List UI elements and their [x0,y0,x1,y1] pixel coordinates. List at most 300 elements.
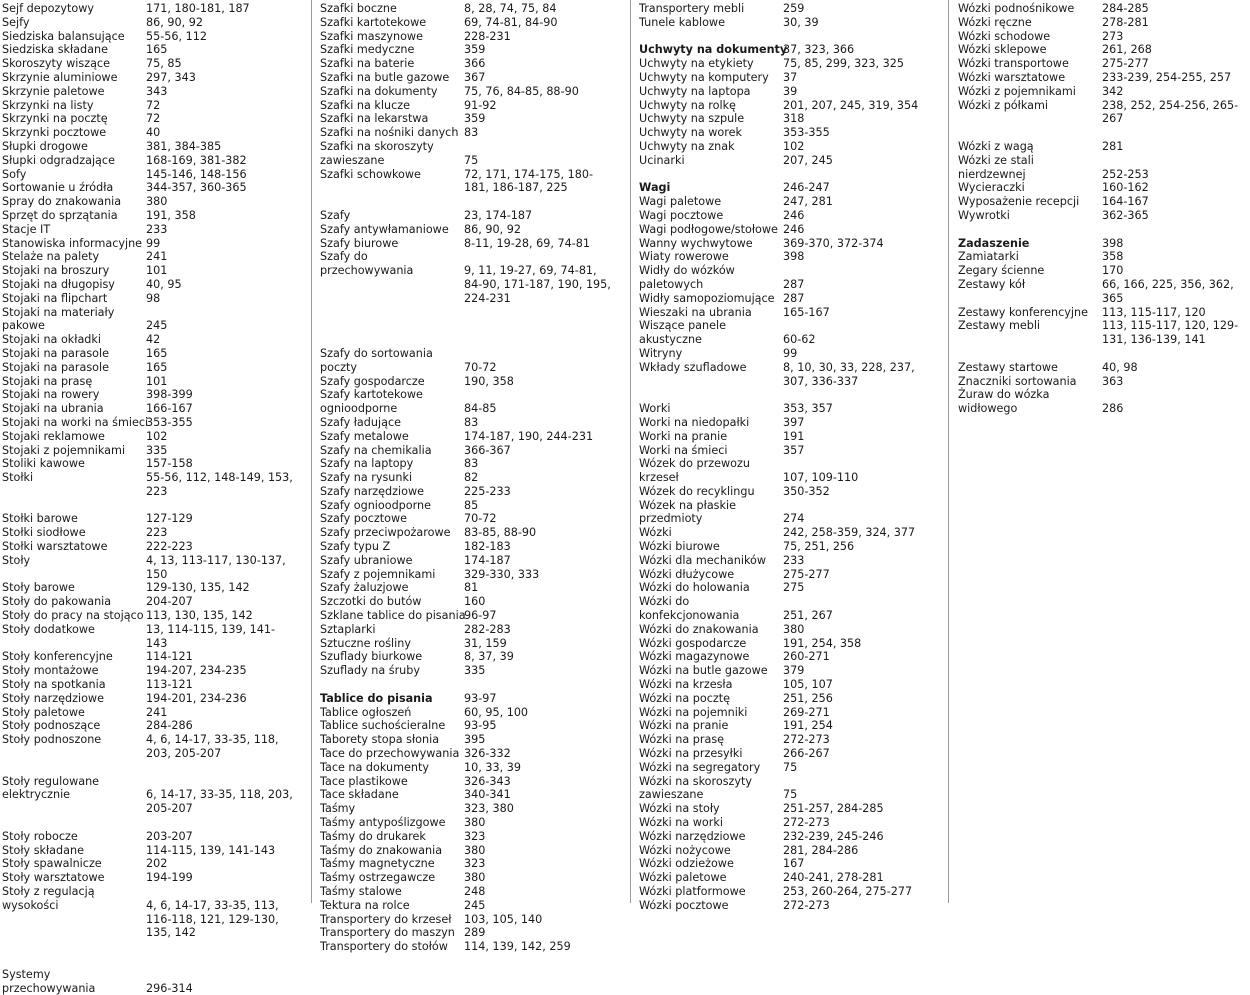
index-term: Worki na śmieci [639,443,728,457]
index-entry [639,264,939,278]
index-term: Wózki na pojemniki [639,705,748,719]
index-entry [320,844,620,858]
index-page-numbers: 323 [464,857,486,871]
index-entry [639,57,939,71]
index-page-numbers: 170 [1102,264,1124,278]
index-entry [958,209,1250,223]
index-page-numbers: 335 [464,664,486,678]
index-page-numbers: 86, 90, 92 [464,222,521,236]
index-entry [320,899,620,913]
index-page-numbers: 272-273 [783,733,830,747]
index-entry [320,112,620,126]
index-term: Stoły do pakowania [2,595,112,609]
index-entry [2,678,302,692]
index-term: Wózki platformowe [639,885,746,898]
index-entry [639,871,939,885]
index-entry [639,278,939,292]
index-page-numbers: 359 [464,112,486,126]
index-page-numbers: 83 [464,457,479,471]
index-term: Wózki na prasę [639,733,725,747]
index-page-numbers: 72 [146,98,161,112]
index-entry [2,692,302,706]
index-term: Stojaki na prasę [2,374,93,388]
index-term: Wózki sklepowe [958,43,1047,57]
index-entry [958,264,1250,278]
index-page-numbers: 286 [1102,402,1124,416]
index-entry [320,209,620,223]
index-entry [320,857,620,871]
index-entry [958,388,1250,402]
index-page-numbers: 272-273 [783,816,830,830]
index-page-numbers: 113, 130, 135, 142 [146,609,253,623]
index-entry [958,375,1250,389]
index-page-numbers: 160 [464,595,486,609]
index-entry [320,71,620,85]
index-page-numbers: 228-231 [464,29,511,43]
index-term: Zestawy kół [958,277,1026,291]
index-term: Sejf depozytowy [2,2,95,15]
index-page-numbers: 359 [464,43,486,57]
index-page-numbers: 191 [783,429,805,443]
index-entry [320,430,620,444]
index-entry [639,43,939,57]
index-entry [320,802,620,816]
index-page-numbers: 86, 90, 92 [146,15,203,29]
index-page-numbers [464,388,614,402]
column-divider [630,0,631,903]
index-entry [2,209,302,223]
index-term: Stojaki na rowery [2,388,100,402]
index-page-numbers: 113-121 [146,678,193,692]
index-page-numbers: 202 [146,857,168,871]
index-entry [639,623,939,637]
index-page-numbers: 252-253 [1102,167,1149,181]
index-term: Wózek do recyklingu [639,484,755,498]
index-entry [2,871,302,885]
index-term: Wózki magazynowe [639,650,750,664]
index-entry [639,195,939,209]
index-entry [320,775,620,789]
index-column-4 [958,2,1250,416]
index-column-2 [320,2,620,954]
index-page-numbers: 246-247 [783,181,830,195]
index-page-numbers: 194-201, 234-236 [146,691,247,705]
index-entry [320,623,620,637]
index-term: Wózki do znakowania [639,622,759,636]
index-entry [320,444,620,458]
index-spacer [2,816,302,830]
index-entry [320,926,620,940]
index-entry [320,913,620,927]
index-page-numbers: 233-239, 254-255, 257 [1102,70,1232,84]
index-entry [320,650,620,664]
index-page-numbers: 4, 13, 113-117, 130-137, 150 [146,553,286,581]
index-term: Wózki na segregatory [639,760,761,774]
index-term: Wózki do holowania [639,581,750,595]
index-entry [639,471,939,485]
index-entry [320,761,620,775]
index-page-numbers: 190, 358 [464,374,514,388]
index-entry [320,347,620,361]
index-page-numbers: 380 [464,816,486,830]
index-entry [320,885,620,899]
index-term: paletowych [639,277,704,291]
index-term: Wózki schodowe [958,29,1051,43]
index-entry [2,830,302,844]
index-entry [639,816,939,830]
index-page-numbers: 40 [146,126,161,140]
index-page-numbers: 287 [783,291,805,305]
index-page-numbers: 101 [146,374,168,388]
index-page-numbers: 342 [1102,84,1124,98]
index-entry [639,664,939,678]
index-term: Szafki boczne [320,2,397,15]
index-term: Sztaplarki [320,622,376,636]
index-term: Stołki barowe [2,512,78,526]
index-entry [2,719,302,733]
index-entry [958,181,1250,195]
index-term: Wózek na płaskie [639,498,736,512]
index-entry [639,554,939,568]
index-entry [320,375,620,389]
index-entry [639,250,939,264]
index-entry [320,2,620,16]
index-page-numbers: 248 [464,885,486,898]
index-page-numbers: 114-121 [146,650,193,664]
index-entry [639,775,939,789]
index-entry [2,181,302,195]
index-entry [639,223,939,237]
index-term: Wagi podłogowe/stołowe [639,222,778,236]
index-page-numbers: 31, 159 [464,636,507,650]
index-term: Wózki z półkami [958,98,1048,112]
index-page-numbers: 323 [464,829,486,843]
index-entry [2,333,302,347]
index-page-numbers: 191, 254, 358 [783,636,862,650]
index-term: Wózki do [639,595,690,609]
index-term: Wózki pocztowe [639,898,729,912]
index-term: Worki [639,402,671,416]
index-term: Worki na niedopałki [639,415,750,429]
index-entry [639,2,939,16]
index-term: Sofy [2,167,27,181]
index-entry [320,485,620,499]
index-page-numbers [146,306,296,320]
index-entry [639,457,939,471]
index-page-numbers: 261, 268 [1102,43,1152,57]
index-entry [2,444,302,458]
index-term: Transportery do maszyn [320,926,455,940]
index-entry [639,319,939,333]
index-page-numbers: 113, 115-117, 120 [1102,305,1206,319]
index-term: przechowywania [320,264,414,278]
index-term: nierdzewnej [958,167,1026,181]
index-page-numbers: 369-370, 372-374 [783,236,884,250]
index-term: Stojaki na ubrania [2,402,104,416]
index-entry [639,844,939,858]
index-term: Transportery do stołów [320,940,448,954]
index-entry [2,775,302,789]
index-page-numbers: 102 [146,429,168,443]
index-page-numbers: 203-207 [146,829,193,843]
index-entry [2,968,302,982]
index-term: Stelaże na palety [2,250,100,264]
index-entry [2,388,302,402]
index-term: Wiaty rowerowe [639,250,729,264]
index-page-numbers: 260-271 [783,650,830,664]
index-page-numbers: 83 [464,126,479,140]
index-entry [2,609,302,623]
index-page-numbers: 246 [783,222,805,236]
index-term: Szafy ubraniowe [320,553,413,567]
index-term: Szafki medyczne [320,43,415,57]
index-term: Sztuczne rośliny [320,636,411,650]
index-term: Uchwyty na laptopa [639,84,751,98]
index-page-numbers: 171, 180-181, 187 [146,2,250,15]
index-column-1 [2,2,302,995]
index-entry [639,402,939,416]
index-page-numbers: 99 [146,236,161,250]
index-entry [320,140,620,154]
index-page-numbers: 287 [783,277,805,291]
index-term: Wózki [639,526,672,540]
index-page-numbers: 241 [146,705,168,719]
index-spacer [2,761,302,775]
index-term: Szafy na laptopy [320,457,414,471]
index-page-numbers: 8-11, 19-28, 69, 74-81 [464,236,590,250]
index-page-numbers: 55-56, 112 [146,29,207,43]
index-page-numbers: 70-72 [464,512,497,526]
index-page-numbers: 318 [783,112,805,126]
index-page-numbers: 75, 251, 256 [783,540,855,554]
index-entry [639,333,939,347]
index-page-numbers: 343 [146,84,168,98]
index-page-numbers: 168-169, 381-382 [146,153,247,167]
index-entry [958,154,1250,168]
index-page-numbers: 191, 358 [146,208,196,222]
index-term: Taśmy [320,802,356,816]
index-entry [639,71,939,85]
index-term: Stoły na spotkania [2,678,106,692]
index-term: Szczotki do butów [320,595,422,609]
index-page-numbers: 30, 39 [783,15,819,29]
index-page-numbers: 8, 10, 30, 33, 228, 237, 307, 336-337 [783,360,915,388]
index-spacer [639,168,939,182]
index-page-numbers: 105, 107 [783,678,833,692]
index-spacer [320,195,620,209]
index-page-numbers: 98 [146,291,161,305]
index-page-numbers: 70-72 [464,360,497,374]
index-entry [639,692,939,706]
index-page-numbers: 4, 6, 14-17, 33-35, 113, 116-118, 121, 129-130, 135, 142 [146,898,279,940]
index-page-numbers: 275 [783,581,805,595]
index-entry [639,140,939,154]
index-term: przechowywania [2,981,96,995]
column-divider [948,0,949,903]
index-page-numbers: 191, 254 [783,719,833,733]
index-entry [2,844,302,858]
index-page-numbers: 165 [146,43,168,57]
index-page-numbers: 395 [464,733,486,747]
index-term: Skrzynie aluminiowe [2,70,118,84]
index-entry [2,471,302,499]
index-term: Uchwyty na komputery [639,70,769,84]
index-entry [2,223,302,237]
index-term: Wózki na butle gazowe [639,664,768,678]
index-page-numbers: 91-92 [464,98,497,112]
index-page-numbers: 60, 95, 100 [464,705,529,719]
index-entry [639,885,939,899]
index-term: Szafy antywłamaniowe [320,222,449,236]
index-entry [2,733,302,761]
index-page-numbers: 222-223 [146,540,193,554]
index-entry [639,361,939,389]
index-term: Szafki na butle gazowe [320,70,450,84]
index-page-numbers: 72 [146,112,161,126]
index-entry [320,402,620,416]
index-term: Stoły do pracy na stojąco [2,609,144,623]
index-term: Stojaki na okładki [2,333,101,347]
index-term: wysokości [2,898,59,912]
index-term: Szafki na nośniki danych [320,126,459,140]
index-entry [639,637,939,651]
index-entry [2,706,302,720]
index-entry [2,581,302,595]
index-entry [639,595,939,609]
index-term: Wózki ręczne [958,15,1032,29]
index-page-numbers [783,264,933,278]
index-term: Szafy pocztowe [320,512,407,526]
index-entry [2,168,302,182]
index-entry [2,237,302,251]
index-term: Wyposażenie recepcji [958,195,1080,209]
index-entry [958,306,1250,320]
index-page-numbers: 4, 6, 14-17, 33-35, 118, 203, 205-207 [146,733,279,761]
index-page-numbers: 182-183 [464,540,511,554]
index-spacer [320,319,620,333]
index-entry [2,319,302,333]
index-entry [639,609,939,623]
index-entry [958,250,1250,264]
index-term: Szafy narzędziowe [320,484,425,498]
index-entry [320,126,620,140]
index-entry [2,126,302,140]
index-term: Ucinarki [639,153,685,167]
index-page-numbers: 165-167 [783,305,830,319]
index-page-numbers: 165 [146,346,168,360]
index-page-numbers: 107, 109-110 [783,471,859,485]
index-entry [320,85,620,99]
index-term: Stoły [2,553,31,567]
index-term: elektrycznie [2,788,71,802]
index-term: Szafy gospodarcze [320,374,425,388]
index-page-numbers: 225-233 [464,484,511,498]
index-entry [320,733,620,747]
index-entry [2,292,302,306]
index-term: Zestawy konferencyjne [958,305,1088,319]
index-page-numbers: 75 [783,788,798,802]
index-entry [2,788,302,816]
index-term: Wózki dla mechaników [639,553,767,567]
index-term: akustyczne [639,333,702,347]
index-entry [320,609,620,623]
index-term: Stoły robocze [2,829,78,843]
index-term: Szafki kartotekowe [320,15,427,29]
index-entry [2,112,302,126]
index-page-numbers: 72, 171, 174-175, 180-181, 186-187, 225 [464,167,594,195]
index-term: Taśmy do drukarek [320,829,426,843]
index-entry [958,71,1250,85]
index-entry [958,16,1250,30]
index-page-numbers: 174-187 [464,553,511,567]
index-entry [958,2,1250,16]
index-entry [320,99,620,113]
index-term: Szafy żaluzjowe [320,581,409,595]
index-page-numbers: 398 [783,250,805,264]
index-entry [2,154,302,168]
index-entry [2,595,302,609]
index-term: Wycieraczki [958,181,1025,195]
index-page-numbers: 275-277 [783,567,830,581]
index-term: Zegary ścienne [958,264,1045,278]
index-term: Taśmy antypoślizgowe [320,816,446,830]
index-term: Tace składane [320,788,399,802]
index-entry [639,899,939,913]
index-page-numbers: 350-352 [783,484,830,498]
index-page-numbers: 362-365 [1102,208,1149,222]
index-entry [320,237,620,251]
index-entry [2,650,302,664]
index-term: Transportery do krzeseł [320,912,452,926]
index-page-numbers: 357 [783,443,805,457]
index-page-numbers: 329-330, 333 [464,567,540,581]
index-term: Wózki transportowe [958,57,1069,71]
index-entry [958,57,1250,71]
index-entry [320,457,620,471]
index-entry [639,347,939,361]
index-page-numbers: 358 [1102,250,1124,264]
index-page-numbers: 101 [146,264,168,278]
index-page-numbers [146,885,296,899]
index-term: Szafy z pojemnikami [320,567,436,581]
index-term: Spray do znakowania [2,195,122,209]
index-page-numbers [783,319,933,333]
index-page-numbers: 166-167 [146,402,193,416]
index-page-numbers: 266-267 [783,747,830,761]
index-entry [2,2,302,16]
index-entry [320,526,620,540]
index-term: Sejfy [2,15,30,29]
index-page-numbers: 251, 267 [783,609,833,623]
index-entry [639,802,939,816]
index-term: Znaczniki sortowania [958,374,1077,388]
index-entry [639,526,939,540]
index-page-numbers: 245 [146,319,168,333]
index-page-numbers: 75 [464,153,479,167]
index-page-numbers: 204-207 [146,595,193,609]
index-page-numbers: 23, 174-187 [464,208,533,222]
index-page-numbers [783,775,933,789]
index-entry [639,761,939,775]
index-page-numbers: 241 [146,250,168,264]
index-entry [2,899,302,940]
index-page-numbers: 83-85, 88-90 [464,526,537,540]
index-term: Wywrotki [958,208,1010,222]
index-entry [639,154,939,168]
index-page-numbers: 380 [783,622,805,636]
index-term: Szafy do sortowania [320,346,433,360]
index-entry [639,733,939,747]
